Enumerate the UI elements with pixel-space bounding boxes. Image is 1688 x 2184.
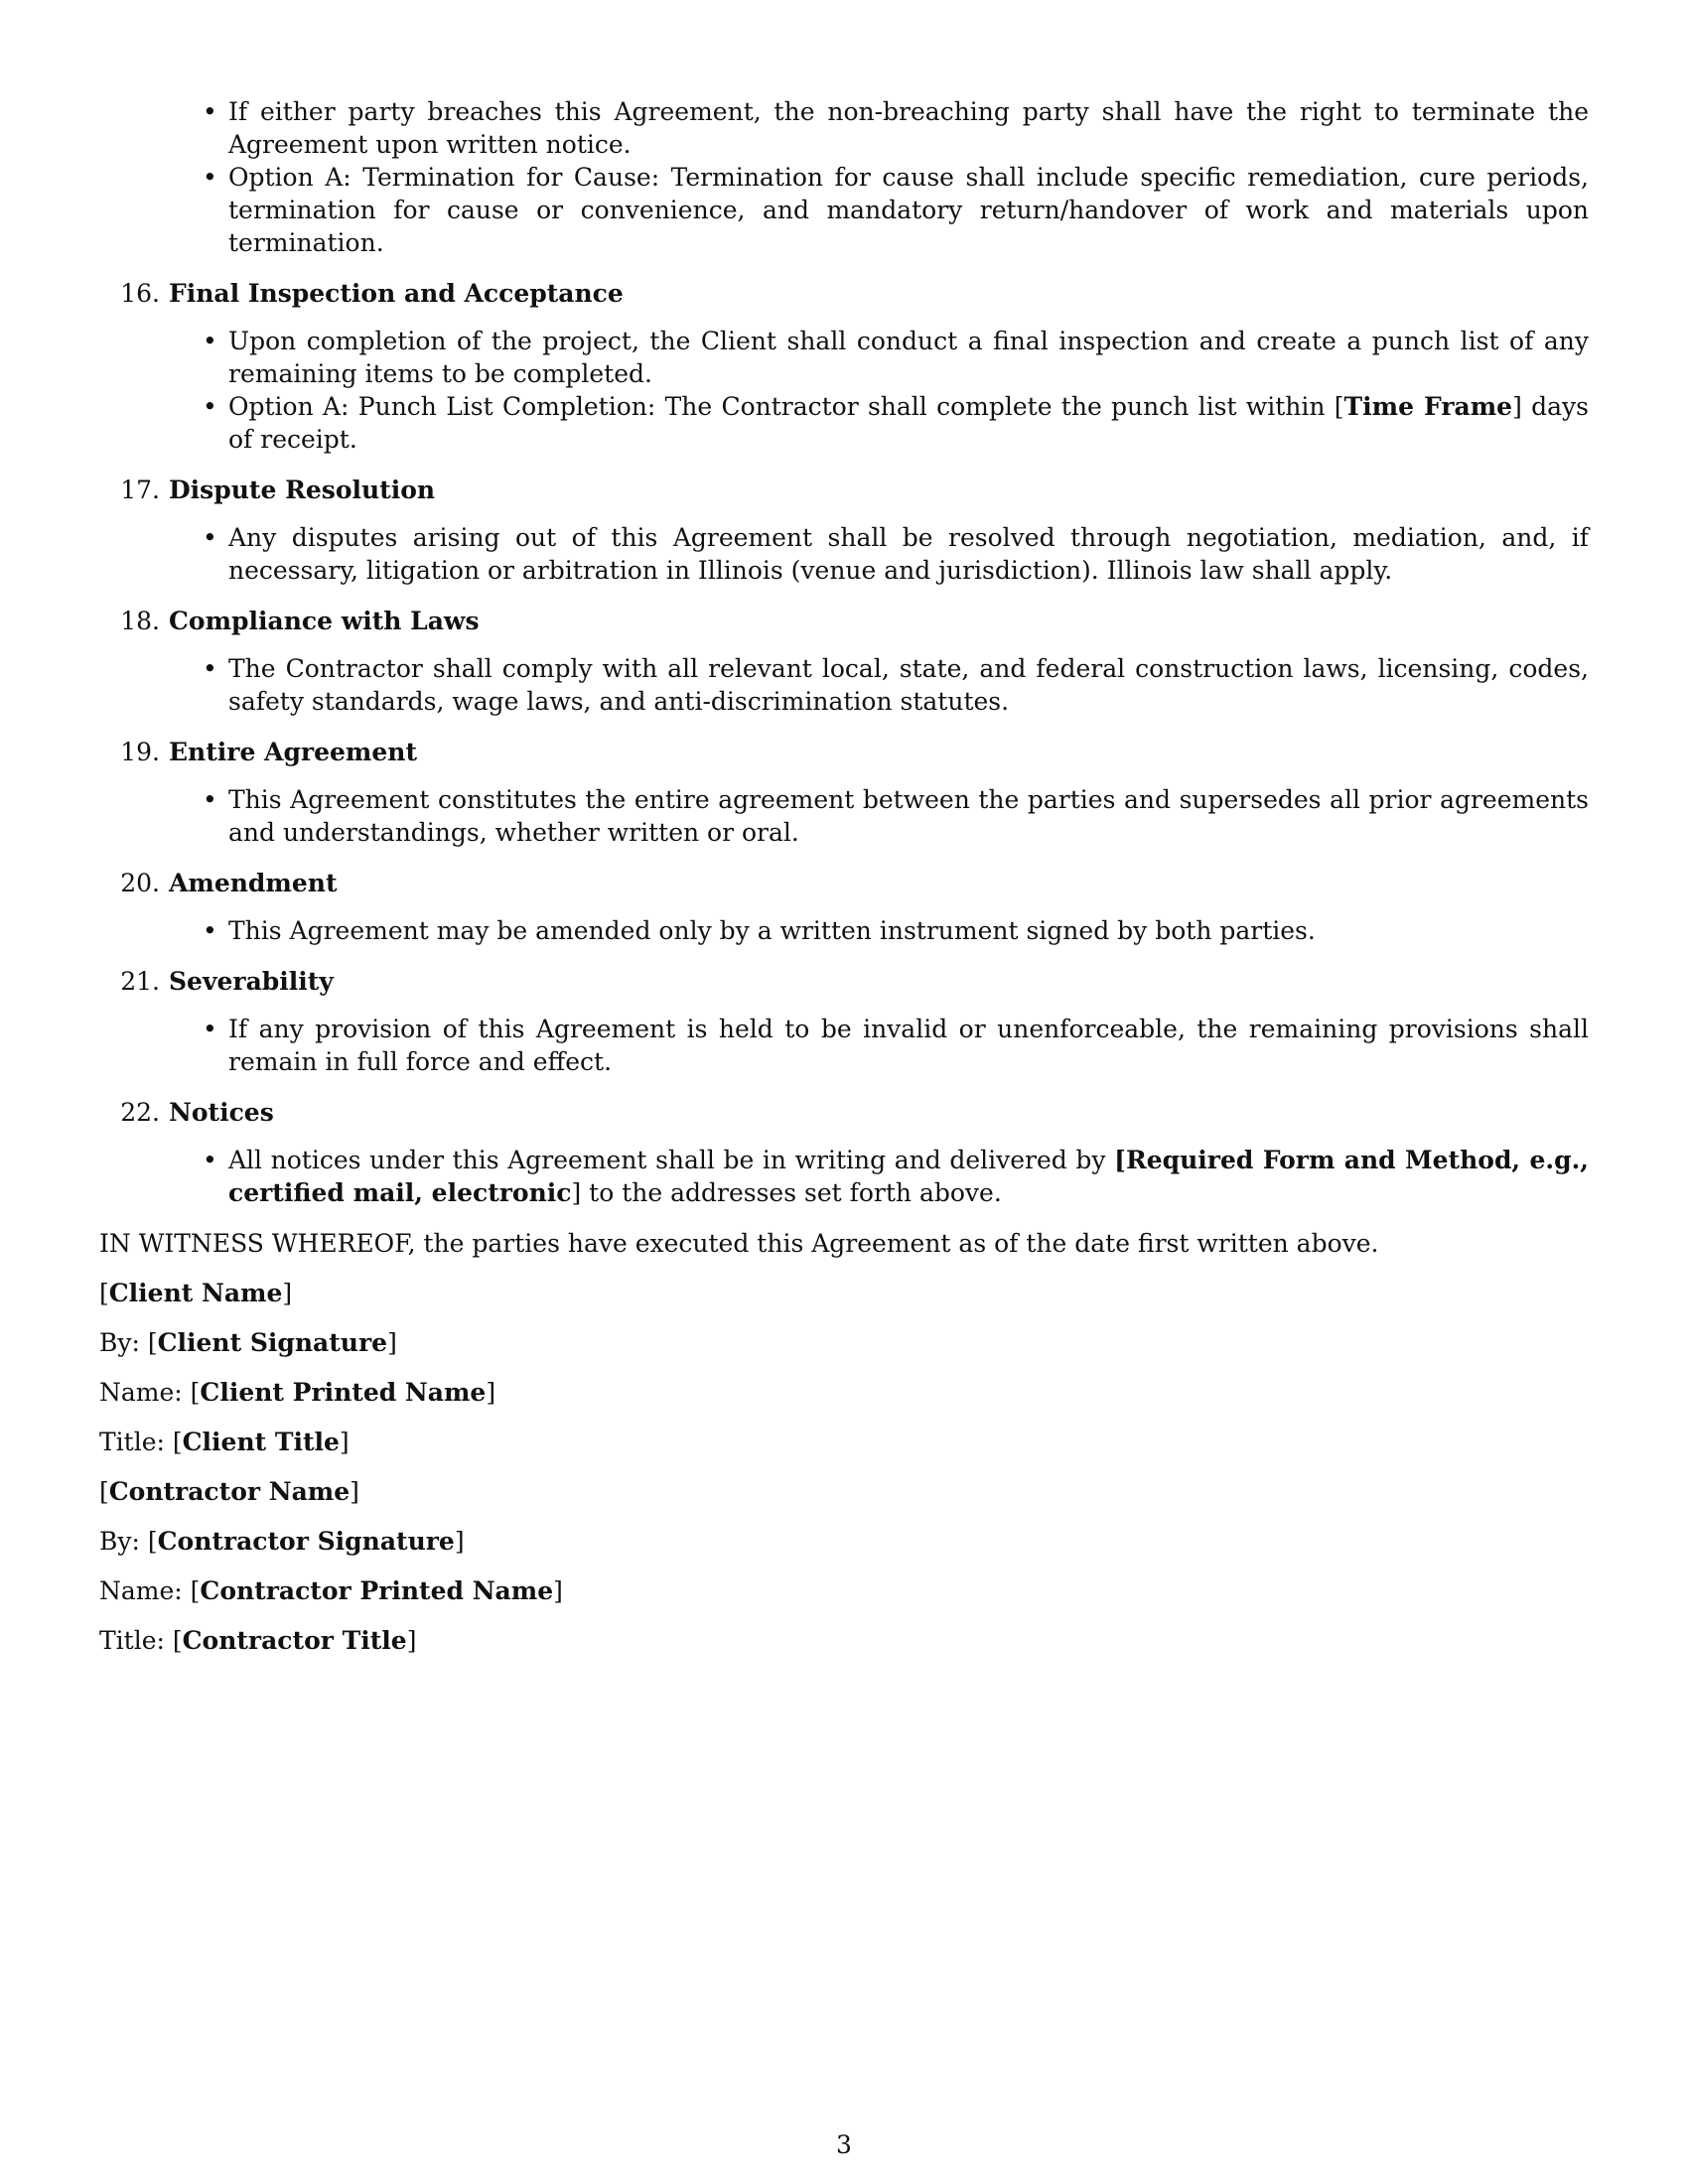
section-heading: [99, 736, 1589, 768]
section-title: Severability: [169, 967, 334, 996]
section-title: Dispute Resolution: [169, 476, 436, 504]
bullet-final-inspection: • Upon completion of the project, the Client shall conduct a final inspection and create a punch list of any remaining items to be completed.: [228, 325, 1589, 390]
section-heading: [99, 277, 1589, 310]
by-label: By:: [99, 1527, 140, 1556]
witness-statement: IN WITNESS WHEREOF, the parties have executed this Agreement as of the date first written above.: [99, 1229, 1379, 1258]
section-number: 20.: [120, 869, 160, 897]
section-severability: [99, 965, 1589, 1078]
contractor-signature-line: By: [Contractor Signature]: [99, 1527, 465, 1556]
title-label: Title:: [99, 1626, 165, 1655]
section-heading: [99, 867, 1589, 899]
section-bullets: [99, 783, 1589, 849]
section-number: 16.: [120, 279, 160, 308]
placeholder-client-name: Client Name: [108, 1279, 283, 1307]
section-dispute-resolution: [99, 474, 1589, 587]
placeholder-contractor-title: Contractor Title: [182, 1626, 407, 1655]
section-heading: [99, 965, 1589, 998]
bullet-disputes: • Any disputes arising out of this Agreement shall be resolved through negotiation, mediation, and, if necessary, litigation or arbitration in Illinois (venue and jurisdiction). Illinois law shall apply.: [228, 521, 1589, 587]
bullet-severability: • If any provision of this Agreement is held to be invalid or unenforceable, the remaining provisions shall remain in full force and effect.: [228, 1013, 1589, 1078]
bullet-punch-list: [228, 390, 1589, 456]
section-title: Amendment: [169, 869, 338, 897]
section-bullets: [99, 325, 1589, 456]
contractor-title-line: Title: [Contractor Title]: [99, 1626, 417, 1655]
section-bullets: [99, 652, 1589, 718]
section-number: 19.: [120, 738, 160, 766]
section-bullets: [99, 521, 1589, 587]
section-title: Final Inspection and Acceptance: [169, 279, 624, 308]
bullet-text: Option A: Punch List Completion: The Contractor shall complete the punch list within [: [228, 392, 1344, 421]
section-title: Notices: [169, 1098, 274, 1127]
placeholder-time-frame: Time Frame: [1343, 392, 1513, 421]
bullet-text: ] days of receipt.: [228, 392, 1589, 454]
placeholder-client-printed-name: Client Printed Name: [200, 1378, 487, 1407]
section-number: 22.: [120, 1098, 160, 1127]
section-heading: [99, 1096, 1589, 1129]
placeholder-client-signature: Client Signature: [157, 1328, 388, 1357]
section-number: 17.: [120, 476, 160, 504]
section-title: Compliance with Laws: [169, 607, 480, 635]
placeholder-contractor-printed-name: Contractor Printed Name: [200, 1576, 554, 1605]
bullet-notices: [228, 1144, 1589, 1209]
bullet-termination-for-cause: • Option A: Termination for Cause: Termination for cause shall include specific remediation, cure periods, termination for cause or convenience, and mandatory return/handover of work and materials upon termination.: [228, 161, 1589, 259]
contractor-name-line: [Contractor Name]: [99, 1477, 359, 1506]
client-name-line: [Client Name]: [99, 1279, 293, 1307]
section-bullets: [99, 914, 1589, 947]
bullet-entire-agreement: • This Agreement constitutes the entire agreement between the parties and supersedes all prior agreements and understandings, whether written or oral.: [228, 783, 1589, 849]
placeholder-contractor-signature: Contractor Signature: [157, 1527, 455, 1556]
section-bullets: [99, 1144, 1589, 1209]
section-number: 21.: [120, 967, 160, 996]
by-label: By:: [99, 1328, 140, 1357]
client-printed-name-line: Name: [Client Printed Name]: [99, 1378, 496, 1407]
section-compliance-with-laws: [99, 605, 1589, 718]
section-bullets: [99, 1013, 1589, 1078]
client-signature-line: By: [Client Signature]: [99, 1328, 397, 1357]
page-number: 3: [836, 2130, 852, 2159]
bullet-compliance: • The Contractor shall comply with all relevant local, state, and federal construction laws, licensing, codes, safety standards, wage laws, and anti-discrimination statutes.: [228, 652, 1589, 718]
bullet-text: ] to the addresses set forth above.: [571, 1178, 1002, 1207]
name-label: Name:: [99, 1576, 183, 1605]
client-title-line: Title: [Client Title]: [99, 1428, 350, 1456]
section-final-inspection: [99, 277, 1589, 456]
bullet-text: All notices under this Agreement shall be in writing and delivered by: [228, 1146, 1115, 1174]
title-label: Title:: [99, 1428, 165, 1456]
section-heading: [99, 605, 1589, 637]
placeholder-client-title: Client Title: [182, 1428, 340, 1456]
bullet-amendment: • This Agreement may be amended only by a written instrument signed by both parties.: [228, 914, 1589, 947]
section-heading: [99, 474, 1589, 506]
section-amendment: [99, 867, 1589, 947]
section-title: Entire Agreement: [169, 738, 417, 766]
contractor-printed-name-line: Name: [Contractor Printed Name]: [99, 1576, 563, 1605]
bullet-termination-notice: • If either party breaches this Agreement, the non-breaching party shall have the right to terminate the Agreement upon written notice.: [228, 95, 1589, 161]
section-number: 18.: [120, 607, 160, 635]
section-notices: [99, 1096, 1589, 1209]
section-entire-agreement: [99, 736, 1589, 849]
name-label: Name:: [99, 1378, 183, 1407]
termination-bullets: [99, 95, 1589, 259]
document-page: [99, 95, 1589, 1657]
placeholder-contractor-name: Contractor Name: [108, 1477, 351, 1506]
placeholder-required-form: [Required Form and Method, e.g., certified mail, electronic: [228, 1146, 1589, 1207]
